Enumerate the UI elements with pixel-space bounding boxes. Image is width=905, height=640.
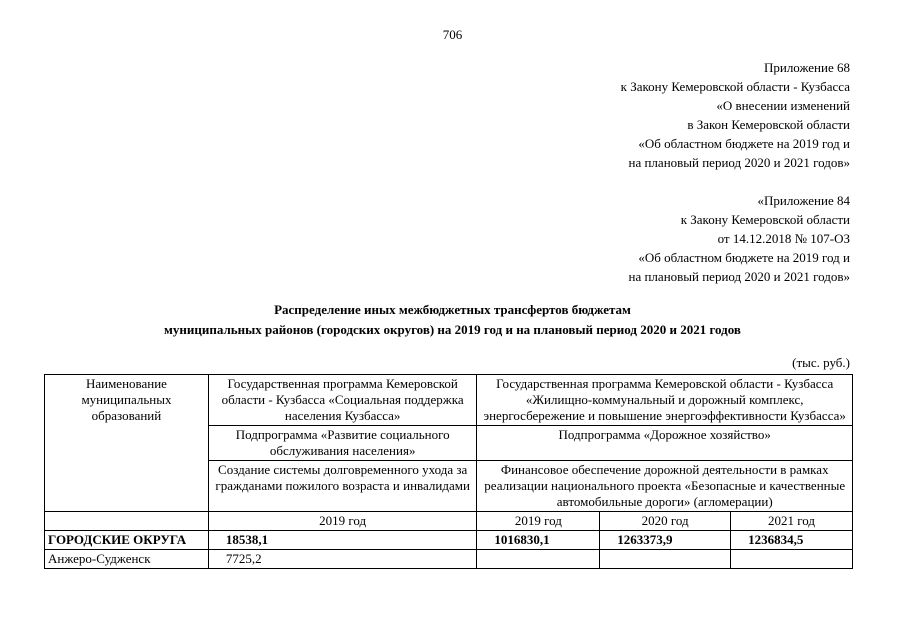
program-1-header: Государственная программа Кемеровской области - Кузбасса «Социальная поддержка населения Кузбасса» — [208, 375, 477, 426]
appendix-84-line: от 14.12.2018 № 107-ОЗ — [717, 231, 850, 246]
document-title-line: муниципальных районов (городских округов) на 2019 год и на плановый период 2020 и 2021 годов — [164, 322, 741, 337]
measure-1-header: Создание системы долговременного ухода за гражданами пожилого возраста и инвалидами — [208, 461, 477, 512]
appendix-84-line: к Закону Кемеровской области — [680, 212, 850, 227]
value-cell: 18538,1 — [208, 531, 477, 550]
empty-year-cell — [45, 512, 209, 531]
subprogram-2-header: Подпрограмма «Дорожное хозяйство» — [477, 426, 853, 461]
appendix-68-line: к Закону Кемеровской области - Кузбасса — [620, 79, 850, 94]
subprogram-1-header: Подпрограмма «Развитие социального обслуживания населения» — [208, 426, 477, 461]
year-header: 2019 год — [477, 512, 600, 531]
table-row — [45, 550, 853, 569]
units-label: (тыс. руб.) — [792, 355, 850, 370]
appendix-84-line: «Об областном бюджете на 2019 год и — [638, 250, 850, 265]
document-title-line: Распределение иных межбюджетных трансфертов бюджетам — [274, 302, 631, 317]
value-cell: 1236834,5 — [731, 531, 853, 550]
appendix-68-block — [621, 58, 850, 172]
municipality-name: ГОРОДСКИЕ ОКРУГА — [45, 531, 209, 550]
year-header: 2021 год — [731, 512, 853, 531]
year-header: 2020 год — [600, 512, 731, 531]
appendix-68-line: «Об областном бюджете на 2019 год и — [638, 136, 850, 151]
measure-2-header: Финансовое обеспечение дорожной деятельности в рамках реализации национального проекта «Безопасные и качественные автомобильные дороги» (агломерации) — [477, 461, 853, 512]
value-cell: 1016830,1 — [477, 531, 600, 550]
municipality-name: Анжеро-Судженск — [45, 550, 209, 569]
appendix-84-line: на плановый период 2020 и 2021 годов» — [628, 269, 850, 284]
document-title — [0, 300, 905, 340]
header-row-programs — [45, 375, 853, 426]
appendix-68-line: «О внесении изменений — [716, 98, 850, 113]
table-row — [45, 531, 853, 550]
value-cell — [731, 550, 853, 569]
year-header: 2019 год — [208, 512, 477, 531]
municipality-column-header: Наименование муниципальных образований — [45, 375, 209, 512]
header-row-years — [45, 512, 853, 531]
appendix-68-line: Приложение 68 — [763, 60, 850, 75]
value-cell: 7725,2 — [208, 550, 477, 569]
appendix-68-line: в Закон Кемеровской области — [687, 117, 850, 132]
value-cell — [477, 550, 600, 569]
appendix-84-block — [629, 191, 851, 286]
appendix-68-line: на плановый период 2020 и 2021 годов» — [628, 155, 850, 170]
appendix-84-line: «Приложение 84 — [757, 193, 850, 208]
value-cell — [600, 550, 731, 569]
value-cell: 1263373,9 — [600, 531, 731, 550]
page-number: 706 — [442, 27, 463, 42]
transfers-table — [44, 374, 853, 569]
program-2-header: Государственная программа Кемеровской области - Кузбасса «Жилищно-коммунальный и дорожный комплекс, энергосбережение и повышение энергоэффективности Кузбасса» — [477, 375, 853, 426]
